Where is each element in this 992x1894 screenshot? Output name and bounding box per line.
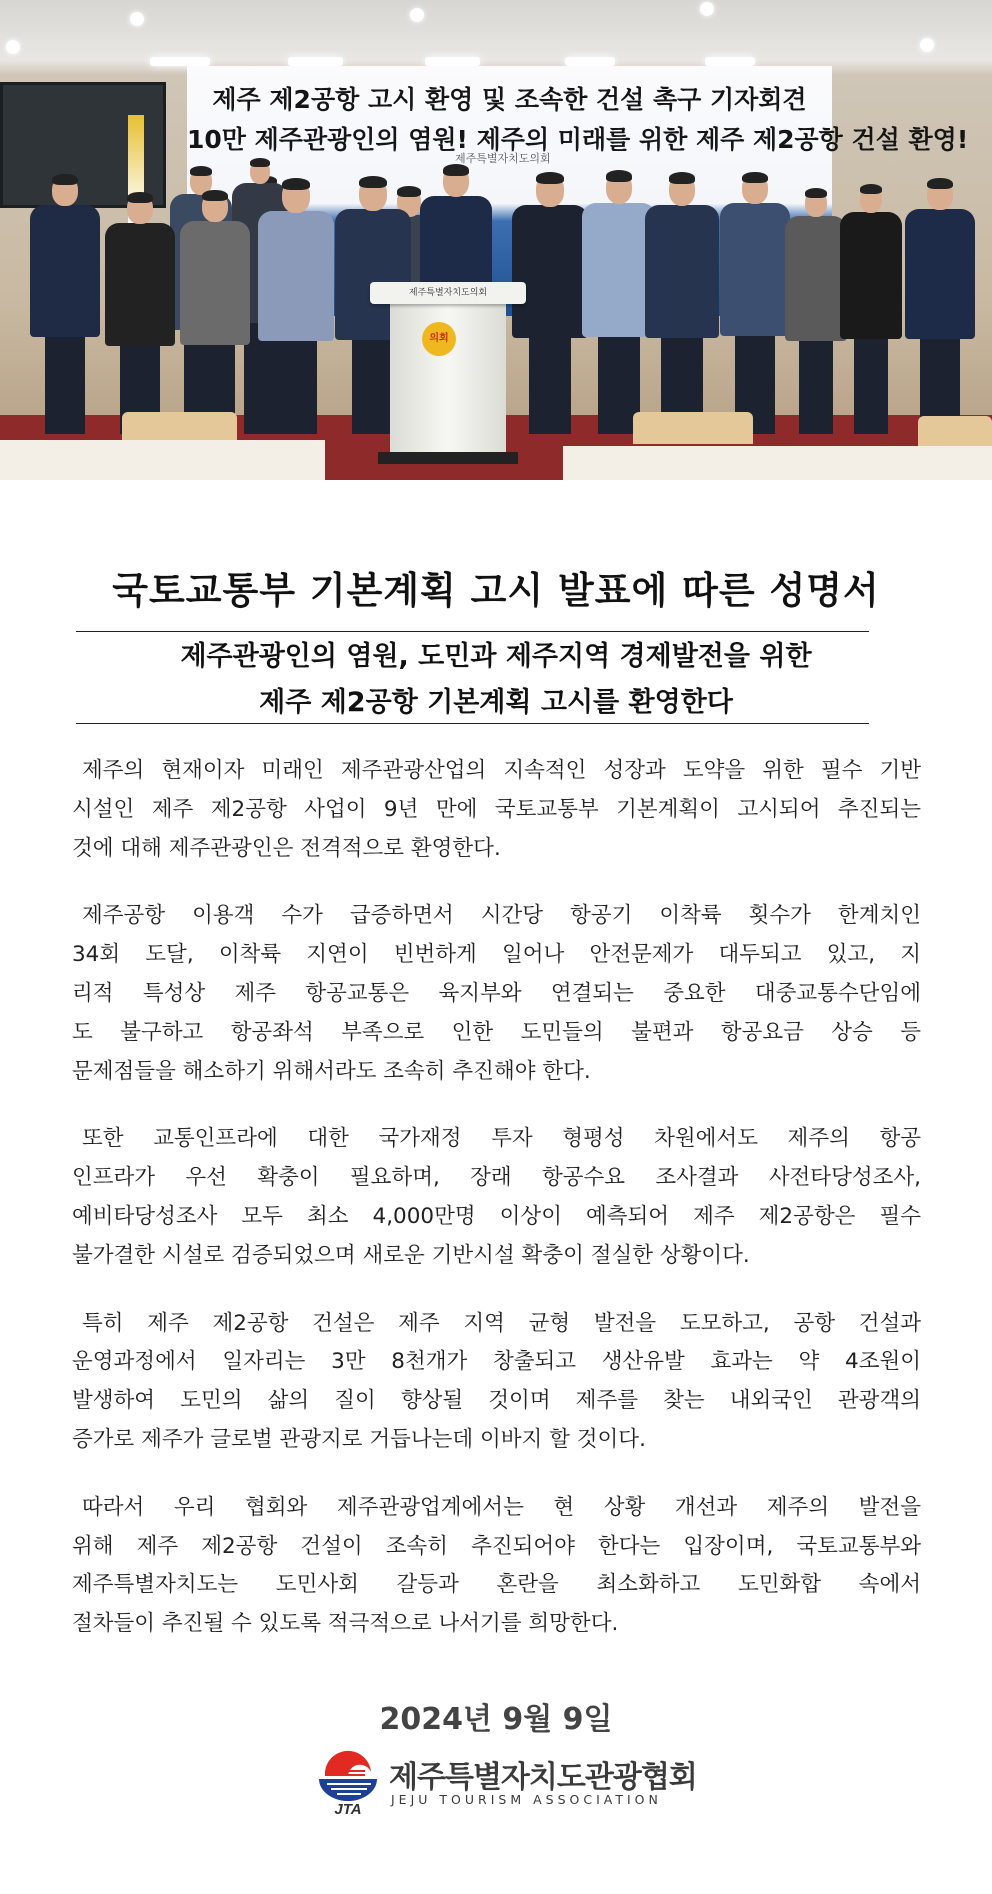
table [0, 440, 325, 480]
statement-date: 2024년 9월 9일 [379, 1702, 613, 1737]
ceiling-light [6, 40, 20, 54]
ceiling-light [705, 57, 755, 66]
podium-label: 제주특별자치도의회 [370, 282, 526, 304]
paragraph-line: 따라서 우리 협회와 제주관광업계에서는 현 상황 개선과 제주의 발전을 [82, 1494, 921, 1520]
paragraph-line: 제주공항 이용객 수가 급증하면서 시간당 항공기 이착륙 횟수가 한계치인 [82, 903, 921, 929]
press-conference-photo [0, 0, 992, 480]
paragraph-line: 특히 제주 제2공항 건설은 제주 지역 균형 발전을 도모하고, 공항 건설과 [82, 1310, 921, 1336]
organization-logo [317, 1746, 697, 1816]
statement-paragraph [72, 752, 921, 868]
statement-body [72, 752, 921, 1673]
jta-logo-icon [317, 1746, 379, 1816]
statement-paragraph [72, 1305, 921, 1460]
table [563, 446, 992, 480]
banner-subheadline: 10만 제주관광인의 염원! 제주의 미래를 위한 제주 제2공항 건설 환영! [187, 125, 969, 154]
statement-subtitle-line-1: 제주관광인의 염원, 도민과 제주지역 경제발전을 위한 [180, 641, 812, 672]
podium [378, 282, 518, 467]
organization-name-korean: 제주특별자치도관광협회 [389, 1760, 697, 1795]
paragraph-line: 문제점들을 해소하기 위해서라도 조속히 추진해야 한다. [72, 1058, 591, 1084]
person [905, 180, 975, 440]
council-emblem: 의회 [422, 322, 456, 356]
chair [633, 412, 753, 444]
ceiling-light [410, 8, 424, 22]
ceiling-light [288, 57, 343, 66]
ceiling-light [565, 57, 615, 66]
ceiling-light [130, 12, 144, 26]
ceiling-light [150, 57, 210, 66]
paragraph-line: 증가로 제주가 글로벌 관광지로 거듭나는데 이바지 할 것이다. [72, 1426, 646, 1452]
paragraph-line: 리적 특성상 제주 항공교통은 육지부와 연결되는 중요한 대중교통수단임에 [72, 980, 921, 1006]
paragraph-line: 또한 교통인프라에 대한 국가재정 투자 형평성 차원에서도 제주의 항공 [82, 1126, 921, 1152]
paragraph-line: 예비타당성조사 모두 최소 4,000만명 이상이 예측되어 제주 제2공항은 필수 [72, 1203, 921, 1229]
paragraph-line: 것에 대해 제주관광인은 전격적으로 환영한다. [72, 835, 501, 861]
paragraph-line: 제주특별자치도는 도민사회 갈등과 혼란을 최소화하고 도민화합 속에서 [72, 1572, 921, 1598]
person [258, 180, 334, 440]
ceiling-light [700, 2, 714, 16]
paragraph-line: 인프라가 우선 확충이 필요하며, 장래 항공수요 조사결과 사전타당성조사, [72, 1165, 921, 1191]
statement-paragraph [72, 1489, 921, 1644]
paragraph-line: 제주의 현재이자 미래인 제주관광산업의 지속적인 성장과 도약을 위한 필수 기반 [82, 758, 921, 783]
paragraph-line: 시설인 제주 제2공항 사업이 9년 만에 국토교통부 기본계획이 고시되어 추진되는 [72, 796, 921, 822]
paragraph-line: 도 불구하고 항공좌석 부족으로 인한 도민들의 불편과 항공요금 상승 등 [72, 1019, 921, 1045]
person [720, 174, 790, 440]
person [512, 174, 588, 440]
person [645, 174, 719, 440]
statement-title: 국토교통부 기본계획 고시 발표에 따른 성명서 [112, 569, 880, 612]
chair [122, 412, 237, 442]
banner-logo-text: 제주특별자치도의회 [455, 152, 551, 165]
divider [76, 631, 869, 632]
person [180, 192, 250, 440]
paragraph-line: 운영과정에서 일자리는 3만 8천개가 창출되고 생산유발 효과는 약 4조원이 [72, 1349, 921, 1375]
divider [76, 723, 869, 724]
ceiling-light [425, 57, 480, 66]
paragraph-line: 발생하여 도민의 삶의 질이 향상될 것이며 제주를 찾는 내외국인 관광객의 [72, 1388, 921, 1414]
chair [918, 416, 992, 446]
paragraph-line: 절차들이 추진될 수 있도록 적극적으로 나서기를 희망한다. [72, 1611, 619, 1637]
paragraph-line: 34회 도달, 이착륙 지연이 빈번하게 일어나 안전문제가 대두되고 있고, 지 [72, 942, 921, 968]
paragraph-line: 위해 제주 제2공항 건설이 조속히 추진되어야 한다는 입장이며, 국토교통부와 [72, 1533, 921, 1559]
paragraph-line: 불가결한 시설로 검증되었으며 새로운 기반시설 확충이 절실한 상황이다. [72, 1242, 750, 1268]
person [30, 176, 100, 440]
statement-paragraph [72, 897, 921, 1091]
ceiling-light [920, 38, 934, 52]
banner-headline: 제주 제2공항 고시 환영 및 조속한 건설 촉구 기자회견 [212, 85, 807, 114]
person [105, 194, 175, 440]
jta-abbr: JTA [334, 1801, 362, 1816]
person [785, 190, 847, 440]
organization-name-english: JEJU TOURISM ASSOCIATION [391, 1792, 662, 1807]
person [840, 186, 902, 440]
statement-paragraph [72, 1120, 921, 1275]
statement-subtitle-line-2: 제주 제2공항 기본계획 고시를 환영한다 [259, 687, 733, 718]
